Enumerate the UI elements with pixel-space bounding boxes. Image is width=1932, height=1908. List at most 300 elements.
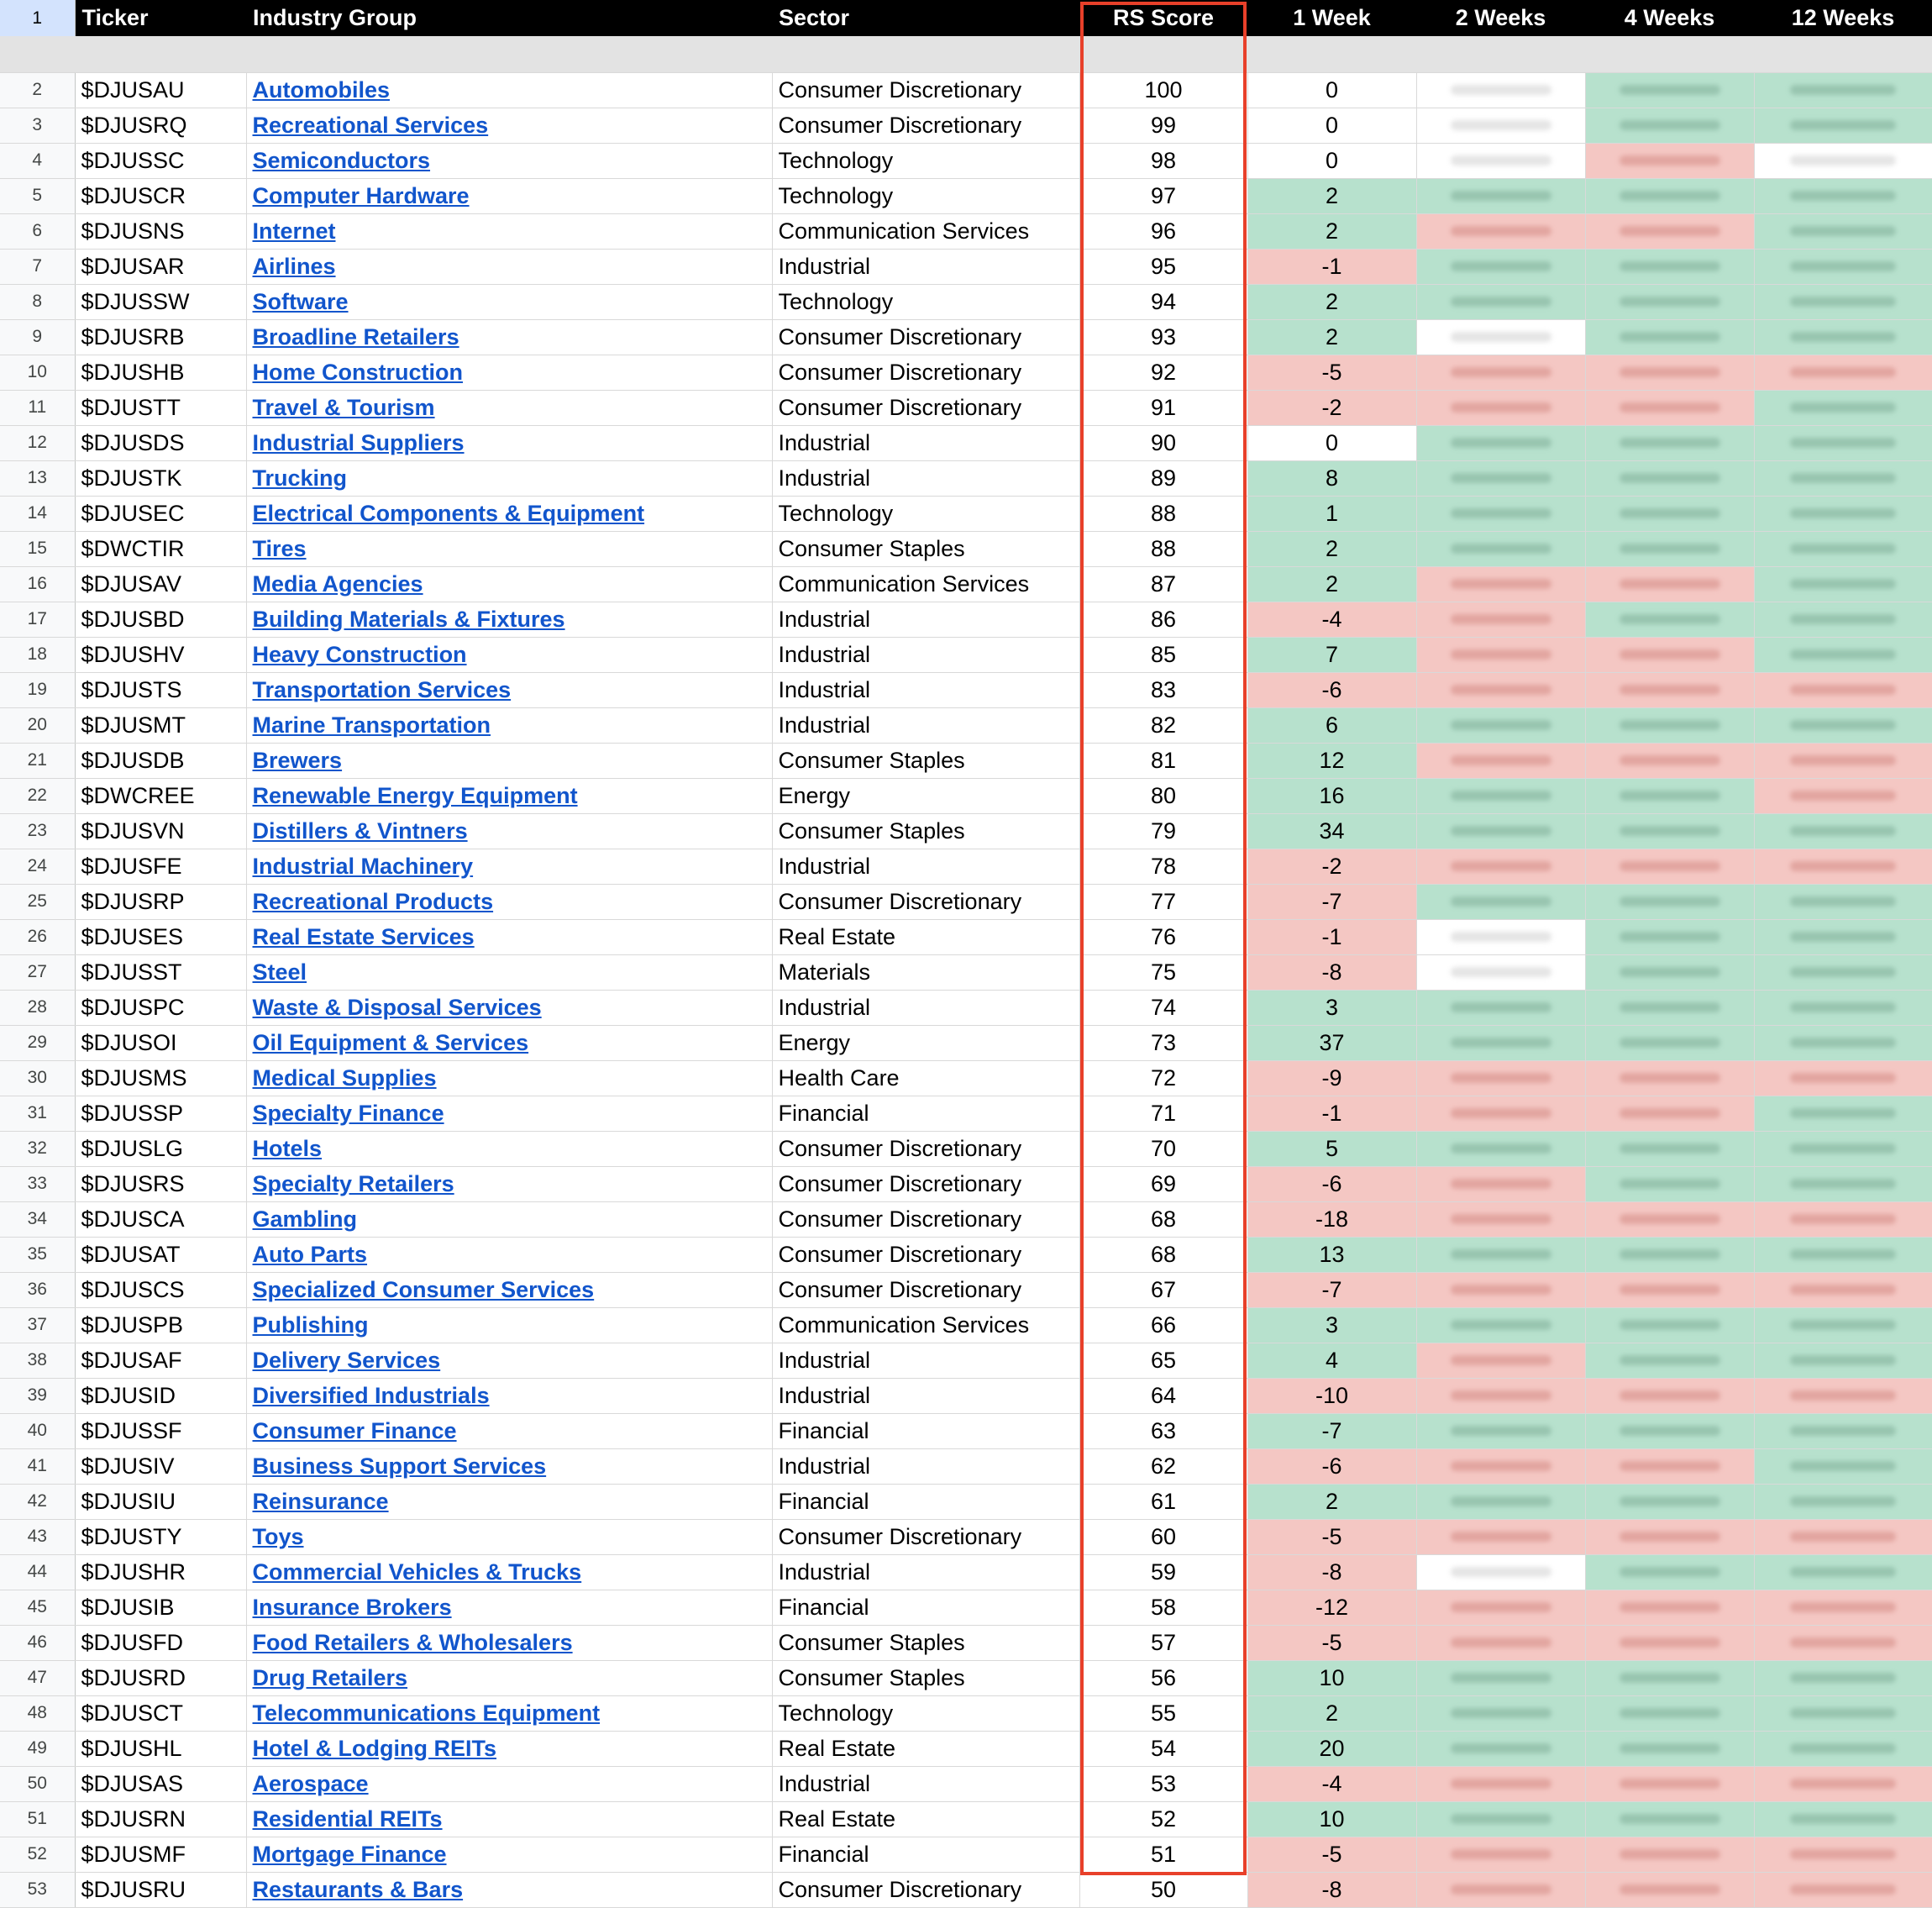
industry-group-cell[interactable]: [246, 602, 772, 637]
row-number[interactable]: 49: [0, 1731, 75, 1766]
industry-group-cell[interactable]: [246, 425, 772, 460]
four-weeks-blurred-cell[interactable]: [1585, 72, 1754, 108]
one-week-change-cell[interactable]: -5: [1247, 1519, 1416, 1554]
rs-score-cell[interactable]: 54: [1079, 1731, 1247, 1766]
twelve-weeks-blurred-cell[interactable]: [1754, 1025, 1932, 1060]
one-week-change-cell[interactable]: 2: [1247, 566, 1416, 602]
two-weeks-blurred-cell[interactable]: [1416, 954, 1585, 990]
one-week-change-cell[interactable]: 7: [1247, 637, 1416, 672]
sector-cell[interactable]: Real Estate: [772, 919, 1079, 954]
twelve-weeks-blurred-cell[interactable]: [1754, 954, 1932, 990]
two-weeks-blurred-cell[interactable]: [1416, 990, 1585, 1025]
industry-group-link[interactable]: Recreational Services: [252, 112, 489, 138]
four-weeks-blurred-cell[interactable]: [1585, 284, 1754, 319]
sector-cell[interactable]: Real Estate: [772, 1731, 1079, 1766]
two-weeks-blurred-cell[interactable]: [1416, 108, 1585, 143]
four-weeks-blurred-cell[interactable]: [1585, 496, 1754, 531]
four-weeks-blurred-cell[interactable]: [1585, 1872, 1754, 1907]
four-weeks-blurred-cell[interactable]: [1585, 602, 1754, 637]
row-number[interactable]: 33: [0, 1166, 75, 1201]
ticker-cell[interactable]: $DJUSVN: [75, 813, 246, 849]
row-number[interactable]: 37: [0, 1307, 75, 1343]
row-number[interactable]: 17: [0, 602, 75, 637]
rs-score-cell[interactable]: 63: [1079, 1413, 1247, 1448]
rs-score-column-header[interactable]: RS Score: [1079, 0, 1247, 36]
industry-group-cell[interactable]: [246, 1519, 772, 1554]
four-weeks-blurred-cell[interactable]: [1585, 919, 1754, 954]
one-week-change-cell[interactable]: 20: [1247, 1731, 1416, 1766]
industry-group-cell[interactable]: [246, 1872, 772, 1907]
industry-group-link[interactable]: Business Support Services: [252, 1453, 547, 1479]
industry-group-link[interactable]: Commercial Vehicles & Trucks: [252, 1558, 582, 1585]
row-number[interactable]: 20: [0, 707, 75, 743]
sector-cell[interactable]: Industrial: [772, 1343, 1079, 1378]
two-weeks-blurred-cell[interactable]: [1416, 849, 1585, 884]
industry-group-link[interactable]: Diversified Industrials: [252, 1382, 490, 1408]
one-week-change-cell[interactable]: 37: [1247, 1025, 1416, 1060]
twelve-weeks-blurred-cell[interactable]: [1754, 531, 1932, 566]
row-number[interactable]: 36: [0, 1272, 75, 1307]
sector-cell[interactable]: Energy: [772, 778, 1079, 813]
rs-score-cell[interactable]: 53: [1079, 1766, 1247, 1801]
two-weeks-blurred-cell[interactable]: [1416, 1448, 1585, 1484]
two-weeks-blurred-cell[interactable]: [1416, 178, 1585, 213]
row-number[interactable]: 14: [0, 496, 75, 531]
row-number[interactable]: 7: [0, 249, 75, 284]
rs-score-cell[interactable]: 52: [1079, 1801, 1247, 1837]
rs-score-cell[interactable]: 58: [1079, 1590, 1247, 1625]
one-week-change-cell[interactable]: 16: [1247, 778, 1416, 813]
rs-score-cell[interactable]: 67: [1079, 1272, 1247, 1307]
sector-cell[interactable]: Consumer Discretionary: [772, 1201, 1079, 1237]
sector-cell[interactable]: Industrial: [772, 249, 1079, 284]
one-week-change-cell[interactable]: 13: [1247, 1237, 1416, 1272]
ticker-cell[interactable]: $DJUSSW: [75, 284, 246, 319]
industry-group-link[interactable]: Marine Transportation: [252, 712, 491, 738]
two-weeks-blurred-cell[interactable]: [1416, 602, 1585, 637]
four-weeks-blurred-cell[interactable]: [1585, 637, 1754, 672]
industry-group-cell[interactable]: [246, 707, 772, 743]
twelve-weeks-blurred-cell[interactable]: [1754, 1660, 1932, 1695]
rs-score-cell[interactable]: 51: [1079, 1837, 1247, 1872]
rs-score-cell[interactable]: 75: [1079, 954, 1247, 990]
sector-cell[interactable]: Industrial: [772, 1766, 1079, 1801]
four-weeks-blurred-cell[interactable]: [1585, 566, 1754, 602]
ticker-cell[interactable]: $DJUSHL: [75, 1731, 246, 1766]
rs-score-cell[interactable]: 68: [1079, 1201, 1247, 1237]
four-weeks-blurred-cell[interactable]: [1585, 460, 1754, 496]
row-number[interactable]: 35: [0, 1237, 75, 1272]
one-week-change-cell[interactable]: -10: [1247, 1378, 1416, 1413]
twelve-weeks-column-header[interactable]: 12 Weeks: [1754, 0, 1932, 36]
twelve-weeks-blurred-cell[interactable]: [1754, 849, 1932, 884]
two-weeks-blurred-cell[interactable]: [1416, 884, 1585, 919]
rs-score-cell[interactable]: 65: [1079, 1343, 1247, 1378]
twelve-weeks-blurred-cell[interactable]: [1754, 1131, 1932, 1166]
sector-cell[interactable]: Real Estate: [772, 1801, 1079, 1837]
rs-score-cell[interactable]: 66: [1079, 1307, 1247, 1343]
two-weeks-blurred-cell[interactable]: [1416, 813, 1585, 849]
industry-group-cell[interactable]: [246, 637, 772, 672]
row-number[interactable]: 24: [0, 849, 75, 884]
twelve-weeks-blurred-cell[interactable]: [1754, 496, 1932, 531]
two-weeks-column-header[interactable]: 2 Weeks: [1416, 0, 1585, 36]
one-week-change-cell[interactable]: -2: [1247, 849, 1416, 884]
row-number[interactable]: 9: [0, 319, 75, 355]
four-weeks-blurred-cell[interactable]: [1585, 1731, 1754, 1766]
four-weeks-blurred-cell[interactable]: [1585, 390, 1754, 425]
industry-group-cell[interactable]: [246, 1766, 772, 1801]
sector-cell[interactable]: Financial: [772, 1484, 1079, 1519]
industry-group-link[interactable]: Restaurants & Bars: [252, 1876, 464, 1902]
row-number[interactable]: 6: [0, 213, 75, 249]
one-week-change-cell[interactable]: 0: [1247, 108, 1416, 143]
one-week-column-header[interactable]: 1 Week: [1247, 0, 1416, 36]
sector-column-header[interactable]: Sector: [772, 0, 1079, 36]
twelve-weeks-blurred-cell[interactable]: [1754, 1272, 1932, 1307]
ticker-cell[interactable]: $DJUSRD: [75, 1660, 246, 1695]
industry-group-cell[interactable]: [246, 1237, 772, 1272]
rs-score-cell[interactable]: 77: [1079, 884, 1247, 919]
ticker-cell[interactable]: $DJUSSP: [75, 1096, 246, 1131]
industry-group-cell[interactable]: [246, 72, 772, 108]
twelve-weeks-blurred-cell[interactable]: [1754, 1872, 1932, 1907]
four-weeks-blurred-cell[interactable]: [1585, 954, 1754, 990]
sector-cell[interactable]: Communication Services: [772, 1307, 1079, 1343]
industry-group-cell[interactable]: [246, 1307, 772, 1343]
two-weeks-blurred-cell[interactable]: [1416, 213, 1585, 249]
one-week-change-cell[interactable]: -2: [1247, 390, 1416, 425]
two-weeks-blurred-cell[interactable]: [1416, 1131, 1585, 1166]
twelve-weeks-blurred-cell[interactable]: [1754, 743, 1932, 778]
industry-group-link[interactable]: Semiconductors: [252, 147, 431, 173]
row-number[interactable]: 46: [0, 1625, 75, 1660]
rs-score-cell[interactable]: 61: [1079, 1484, 1247, 1519]
industry-group-link[interactable]: Aerospace: [252, 1770, 369, 1796]
one-week-change-cell[interactable]: 2: [1247, 319, 1416, 355]
sector-cell[interactable]: Industrial: [772, 1554, 1079, 1590]
row-number[interactable]: 51: [0, 1801, 75, 1837]
twelve-weeks-blurred-cell[interactable]: [1754, 143, 1932, 178]
row-number[interactable]: 50: [0, 1766, 75, 1801]
industry-group-link[interactable]: Drug Retailers: [252, 1664, 408, 1690]
row-number[interactable]: 52: [0, 1837, 75, 1872]
ticker-cell[interactable]: $DJUSCR: [75, 178, 246, 213]
ticker-cell[interactable]: $DJUSRB: [75, 319, 246, 355]
ticker-cell[interactable]: $DJUSEC: [75, 496, 246, 531]
twelve-weeks-blurred-cell[interactable]: [1754, 919, 1932, 954]
four-weeks-blurred-cell[interactable]: [1585, 1025, 1754, 1060]
one-week-change-cell[interactable]: 2: [1247, 213, 1416, 249]
rs-score-cell[interactable]: 81: [1079, 743, 1247, 778]
ticker-column-header[interactable]: Ticker: [75, 0, 246, 36]
four-weeks-blurred-cell[interactable]: [1585, 1131, 1754, 1166]
one-week-change-cell[interactable]: 0: [1247, 425, 1416, 460]
twelve-weeks-blurred-cell[interactable]: [1754, 1731, 1932, 1766]
industry-group-cell[interactable]: [246, 1484, 772, 1519]
row-number[interactable]: 23: [0, 813, 75, 849]
ticker-cell[interactable]: $DJUSPC: [75, 990, 246, 1025]
four-weeks-blurred-cell[interactable]: [1585, 1096, 1754, 1131]
one-week-change-cell[interactable]: -6: [1247, 1448, 1416, 1484]
sector-cell[interactable]: Consumer Discretionary: [772, 108, 1079, 143]
twelve-weeks-blurred-cell[interactable]: [1754, 778, 1932, 813]
industry-group-link[interactable]: Publishing: [252, 1311, 369, 1338]
twelve-weeks-blurred-cell[interactable]: [1754, 1766, 1932, 1801]
sector-cell[interactable]: Communication Services: [772, 213, 1079, 249]
industry-group-link[interactable]: Transportation Services: [252, 676, 512, 702]
four-weeks-blurred-cell[interactable]: [1585, 1766, 1754, 1801]
row-number[interactable]: 5: [0, 178, 75, 213]
two-weeks-blurred-cell[interactable]: [1416, 143, 1585, 178]
sector-cell[interactable]: Industrial: [772, 849, 1079, 884]
row-number[interactable]: 3: [0, 108, 75, 143]
four-weeks-blurred-cell[interactable]: [1585, 813, 1754, 849]
industry-group-link[interactable]: Computer Hardware: [252, 182, 470, 208]
four-weeks-blurred-cell[interactable]: [1585, 249, 1754, 284]
ticker-cell[interactable]: $DJUSPB: [75, 1307, 246, 1343]
ticker-cell[interactable]: $DJUSST: [75, 954, 246, 990]
industry-group-link[interactable]: Renewable Energy Equipment: [252, 782, 578, 808]
two-weeks-blurred-cell[interactable]: [1416, 1872, 1585, 1907]
row-number[interactable]: 19: [0, 672, 75, 707]
rs-score-cell[interactable]: 90: [1079, 425, 1247, 460]
industry-group-cell[interactable]: [246, 1413, 772, 1448]
industry-group-cell[interactable]: [246, 390, 772, 425]
four-weeks-blurred-cell[interactable]: [1585, 1519, 1754, 1554]
two-weeks-blurred-cell[interactable]: [1416, 1237, 1585, 1272]
row-number[interactable]: 45: [0, 1590, 75, 1625]
rs-score-cell[interactable]: 57: [1079, 1625, 1247, 1660]
twelve-weeks-blurred-cell[interactable]: [1754, 72, 1932, 108]
four-weeks-blurred-cell[interactable]: [1585, 531, 1754, 566]
row-number[interactable]: 22: [0, 778, 75, 813]
two-weeks-blurred-cell[interactable]: [1416, 1060, 1585, 1096]
ticker-cell[interactable]: $DJUSRQ: [75, 108, 246, 143]
four-weeks-blurred-cell[interactable]: [1585, 1201, 1754, 1237]
two-weeks-blurred-cell[interactable]: [1416, 1201, 1585, 1237]
four-weeks-blurred-cell[interactable]: [1585, 884, 1754, 919]
twelve-weeks-blurred-cell[interactable]: [1754, 460, 1932, 496]
industry-group-cell[interactable]: [246, 1272, 772, 1307]
one-week-change-cell[interactable]: -8: [1247, 1872, 1416, 1907]
sector-cell[interactable]: Consumer Staples: [772, 1625, 1079, 1660]
ticker-cell[interactable]: $DJUSHB: [75, 355, 246, 390]
twelve-weeks-blurred-cell[interactable]: [1754, 813, 1932, 849]
industry-group-link[interactable]: Brewers: [252, 747, 343, 773]
industry-group-link[interactable]: Hotels: [252, 1135, 323, 1161]
twelve-weeks-blurred-cell[interactable]: [1754, 1343, 1932, 1378]
industry-group-link[interactable]: Oil Equipment & Services: [252, 1029, 529, 1055]
row-number[interactable]: 13: [0, 460, 75, 496]
four-weeks-blurred-cell[interactable]: [1585, 707, 1754, 743]
row-number[interactable]: 25: [0, 884, 75, 919]
ticker-cell[interactable]: $DJUSCT: [75, 1695, 246, 1731]
ticker-cell[interactable]: $DJUSIV: [75, 1448, 246, 1484]
sector-cell[interactable]: Health Care: [772, 1060, 1079, 1096]
four-weeks-blurred-cell[interactable]: [1585, 213, 1754, 249]
sector-cell[interactable]: Technology: [772, 496, 1079, 531]
twelve-weeks-blurred-cell[interactable]: [1754, 425, 1932, 460]
rs-score-cell[interactable]: 92: [1079, 355, 1247, 390]
sector-cell[interactable]: Consumer Discretionary: [772, 1519, 1079, 1554]
industry-group-link[interactable]: Trucking: [252, 465, 348, 491]
sector-cell[interactable]: Financial: [772, 1096, 1079, 1131]
industry-group-cell[interactable]: [246, 1378, 772, 1413]
industry-group-link[interactable]: Auto Parts: [252, 1241, 368, 1267]
rs-score-cell[interactable]: 98: [1079, 143, 1247, 178]
industry-group-link[interactable]: Telecommunications Equipment: [252, 1700, 601, 1726]
rs-score-cell[interactable]: 55: [1079, 1695, 1247, 1731]
four-weeks-column-header[interactable]: 4 Weeks: [1585, 0, 1754, 36]
twelve-weeks-blurred-cell[interactable]: [1754, 1060, 1932, 1096]
industry-group-link[interactable]: Distillers & Vintners: [252, 817, 468, 844]
two-weeks-blurred-cell[interactable]: [1416, 1554, 1585, 1590]
rs-score-cell[interactable]: 60: [1079, 1519, 1247, 1554]
two-weeks-blurred-cell[interactable]: [1416, 1166, 1585, 1201]
industry-group-cell[interactable]: [246, 1695, 772, 1731]
two-weeks-blurred-cell[interactable]: [1416, 778, 1585, 813]
industry-group-cell[interactable]: [246, 496, 772, 531]
industry-group-cell[interactable]: [246, 1801, 772, 1837]
row-number[interactable]: 43: [0, 1519, 75, 1554]
industry-group-cell[interactable]: [246, 1660, 772, 1695]
row-number[interactable]: 42: [0, 1484, 75, 1519]
industry-group-link[interactable]: Internet: [252, 218, 336, 244]
sector-cell[interactable]: Industrial: [772, 672, 1079, 707]
ticker-cell[interactable]: $DJUSRN: [75, 1801, 246, 1837]
ticker-cell[interactable]: $DJUSTY: [75, 1519, 246, 1554]
ticker-cell[interactable]: $DJUSID: [75, 1378, 246, 1413]
industry-group-cell[interactable]: [246, 1731, 772, 1766]
sector-cell[interactable]: Materials: [772, 954, 1079, 990]
row-number[interactable]: 15: [0, 531, 75, 566]
industry-group-cell[interactable]: [246, 1060, 772, 1096]
four-weeks-blurred-cell[interactable]: [1585, 1837, 1754, 1872]
two-weeks-blurred-cell[interactable]: [1416, 1307, 1585, 1343]
row-number[interactable]: 30: [0, 1060, 75, 1096]
twelve-weeks-blurred-cell[interactable]: [1754, 1166, 1932, 1201]
row-number[interactable]: 26: [0, 919, 75, 954]
twelve-weeks-blurred-cell[interactable]: [1754, 1519, 1932, 1554]
twelve-weeks-blurred-cell[interactable]: [1754, 637, 1932, 672]
one-week-change-cell[interactable]: -7: [1247, 884, 1416, 919]
sector-cell[interactable]: Communication Services: [772, 566, 1079, 602]
one-week-change-cell[interactable]: -1: [1247, 1096, 1416, 1131]
industry-group-cell[interactable]: [246, 1096, 772, 1131]
two-weeks-blurred-cell[interactable]: [1416, 531, 1585, 566]
four-weeks-blurred-cell[interactable]: [1585, 425, 1754, 460]
industry-group-cell[interactable]: [246, 778, 772, 813]
industry-group-link[interactable]: Automobiles: [252, 76, 391, 102]
row-number[interactable]: 8: [0, 284, 75, 319]
industry-group-link[interactable]: Reinsurance: [252, 1488, 389, 1514]
row-number[interactable]: 2: [0, 72, 75, 108]
row-number[interactable]: 34: [0, 1201, 75, 1237]
row-number-header[interactable]: 1: [0, 0, 75, 36]
twelve-weeks-blurred-cell[interactable]: [1754, 1307, 1932, 1343]
one-week-change-cell[interactable]: -5: [1247, 1625, 1416, 1660]
twelve-weeks-blurred-cell[interactable]: [1754, 1695, 1932, 1731]
rs-score-cell[interactable]: 70: [1079, 1131, 1247, 1166]
four-weeks-blurred-cell[interactable]: [1585, 1801, 1754, 1837]
rs-score-cell[interactable]: 72: [1079, 1060, 1247, 1096]
rs-score-cell[interactable]: 79: [1079, 813, 1247, 849]
ticker-cell[interactable]: $DJUSRU: [75, 1872, 246, 1907]
industry-group-column-header[interactable]: Industry Group: [246, 0, 772, 36]
rs-score-cell[interactable]: 59: [1079, 1554, 1247, 1590]
ticker-cell[interactable]: $DJUSMT: [75, 707, 246, 743]
sector-cell[interactable]: Consumer Discretionary: [772, 1272, 1079, 1307]
rs-score-cell[interactable]: 87: [1079, 566, 1247, 602]
row-number[interactable]: 10: [0, 355, 75, 390]
four-weeks-blurred-cell[interactable]: [1585, 778, 1754, 813]
industry-group-cell[interactable]: [246, 990, 772, 1025]
sector-cell[interactable]: Consumer Staples: [772, 1660, 1079, 1695]
rs-score-cell[interactable]: 91: [1079, 390, 1247, 425]
industry-group-cell[interactable]: [246, 1448, 772, 1484]
four-weeks-blurred-cell[interactable]: [1585, 1343, 1754, 1378]
two-weeks-blurred-cell[interactable]: [1416, 672, 1585, 707]
one-week-change-cell[interactable]: 12: [1247, 743, 1416, 778]
ticker-cell[interactable]: $DJUSRS: [75, 1166, 246, 1201]
industry-group-cell[interactable]: [246, 108, 772, 143]
rs-score-cell[interactable]: 69: [1079, 1166, 1247, 1201]
row-number[interactable]: 16: [0, 566, 75, 602]
two-weeks-blurred-cell[interactable]: [1416, 1343, 1585, 1378]
ticker-cell[interactable]: $DJUSRP: [75, 884, 246, 919]
twelve-weeks-blurred-cell[interactable]: [1754, 1484, 1932, 1519]
sector-cell[interactable]: Consumer Staples: [772, 743, 1079, 778]
sector-cell[interactable]: Consumer Discretionary: [772, 319, 1079, 355]
row-number[interactable]: 38: [0, 1343, 75, 1378]
rs-score-cell[interactable]: 64: [1079, 1378, 1247, 1413]
two-weeks-blurred-cell[interactable]: [1416, 743, 1585, 778]
twelve-weeks-blurred-cell[interactable]: [1754, 672, 1932, 707]
ticker-cell[interactable]: $DJUSMS: [75, 1060, 246, 1096]
row-number[interactable]: 27: [0, 954, 75, 990]
one-week-change-cell[interactable]: 3: [1247, 1307, 1416, 1343]
ticker-cell[interactable]: $DJUSNS: [75, 213, 246, 249]
twelve-weeks-blurred-cell[interactable]: [1754, 602, 1932, 637]
four-weeks-blurred-cell[interactable]: [1585, 1060, 1754, 1096]
two-weeks-blurred-cell[interactable]: [1416, 1519, 1585, 1554]
two-weeks-blurred-cell[interactable]: [1416, 390, 1585, 425]
ticker-cell[interactable]: $DJUSMF: [75, 1837, 246, 1872]
rs-score-cell[interactable]: 95: [1079, 249, 1247, 284]
one-week-change-cell[interactable]: 34: [1247, 813, 1416, 849]
one-week-change-cell[interactable]: 0: [1247, 72, 1416, 108]
sector-cell[interactable]: Consumer Discretionary: [772, 1237, 1079, 1272]
two-weeks-blurred-cell[interactable]: [1416, 707, 1585, 743]
ticker-cell[interactable]: $DJUSAF: [75, 1343, 246, 1378]
two-weeks-blurred-cell[interactable]: [1416, 1413, 1585, 1448]
two-weeks-blurred-cell[interactable]: [1416, 284, 1585, 319]
ticker-cell[interactable]: $DJUSCS: [75, 1272, 246, 1307]
ticker-cell[interactable]: $DJUSAT: [75, 1237, 246, 1272]
four-weeks-blurred-cell[interactable]: [1585, 1625, 1754, 1660]
industry-group-link[interactable]: Home Construction: [252, 359, 464, 385]
twelve-weeks-blurred-cell[interactable]: [1754, 1237, 1932, 1272]
sector-cell[interactable]: Financial: [772, 1590, 1079, 1625]
two-weeks-blurred-cell[interactable]: [1416, 637, 1585, 672]
industry-group-cell[interactable]: [246, 284, 772, 319]
twelve-weeks-blurred-cell[interactable]: [1754, 1201, 1932, 1237]
twelve-weeks-blurred-cell[interactable]: [1754, 1837, 1932, 1872]
industry-group-link[interactable]: Residential REITs: [252, 1806, 443, 1832]
two-weeks-blurred-cell[interactable]: [1416, 919, 1585, 954]
one-week-change-cell[interactable]: 3: [1247, 990, 1416, 1025]
